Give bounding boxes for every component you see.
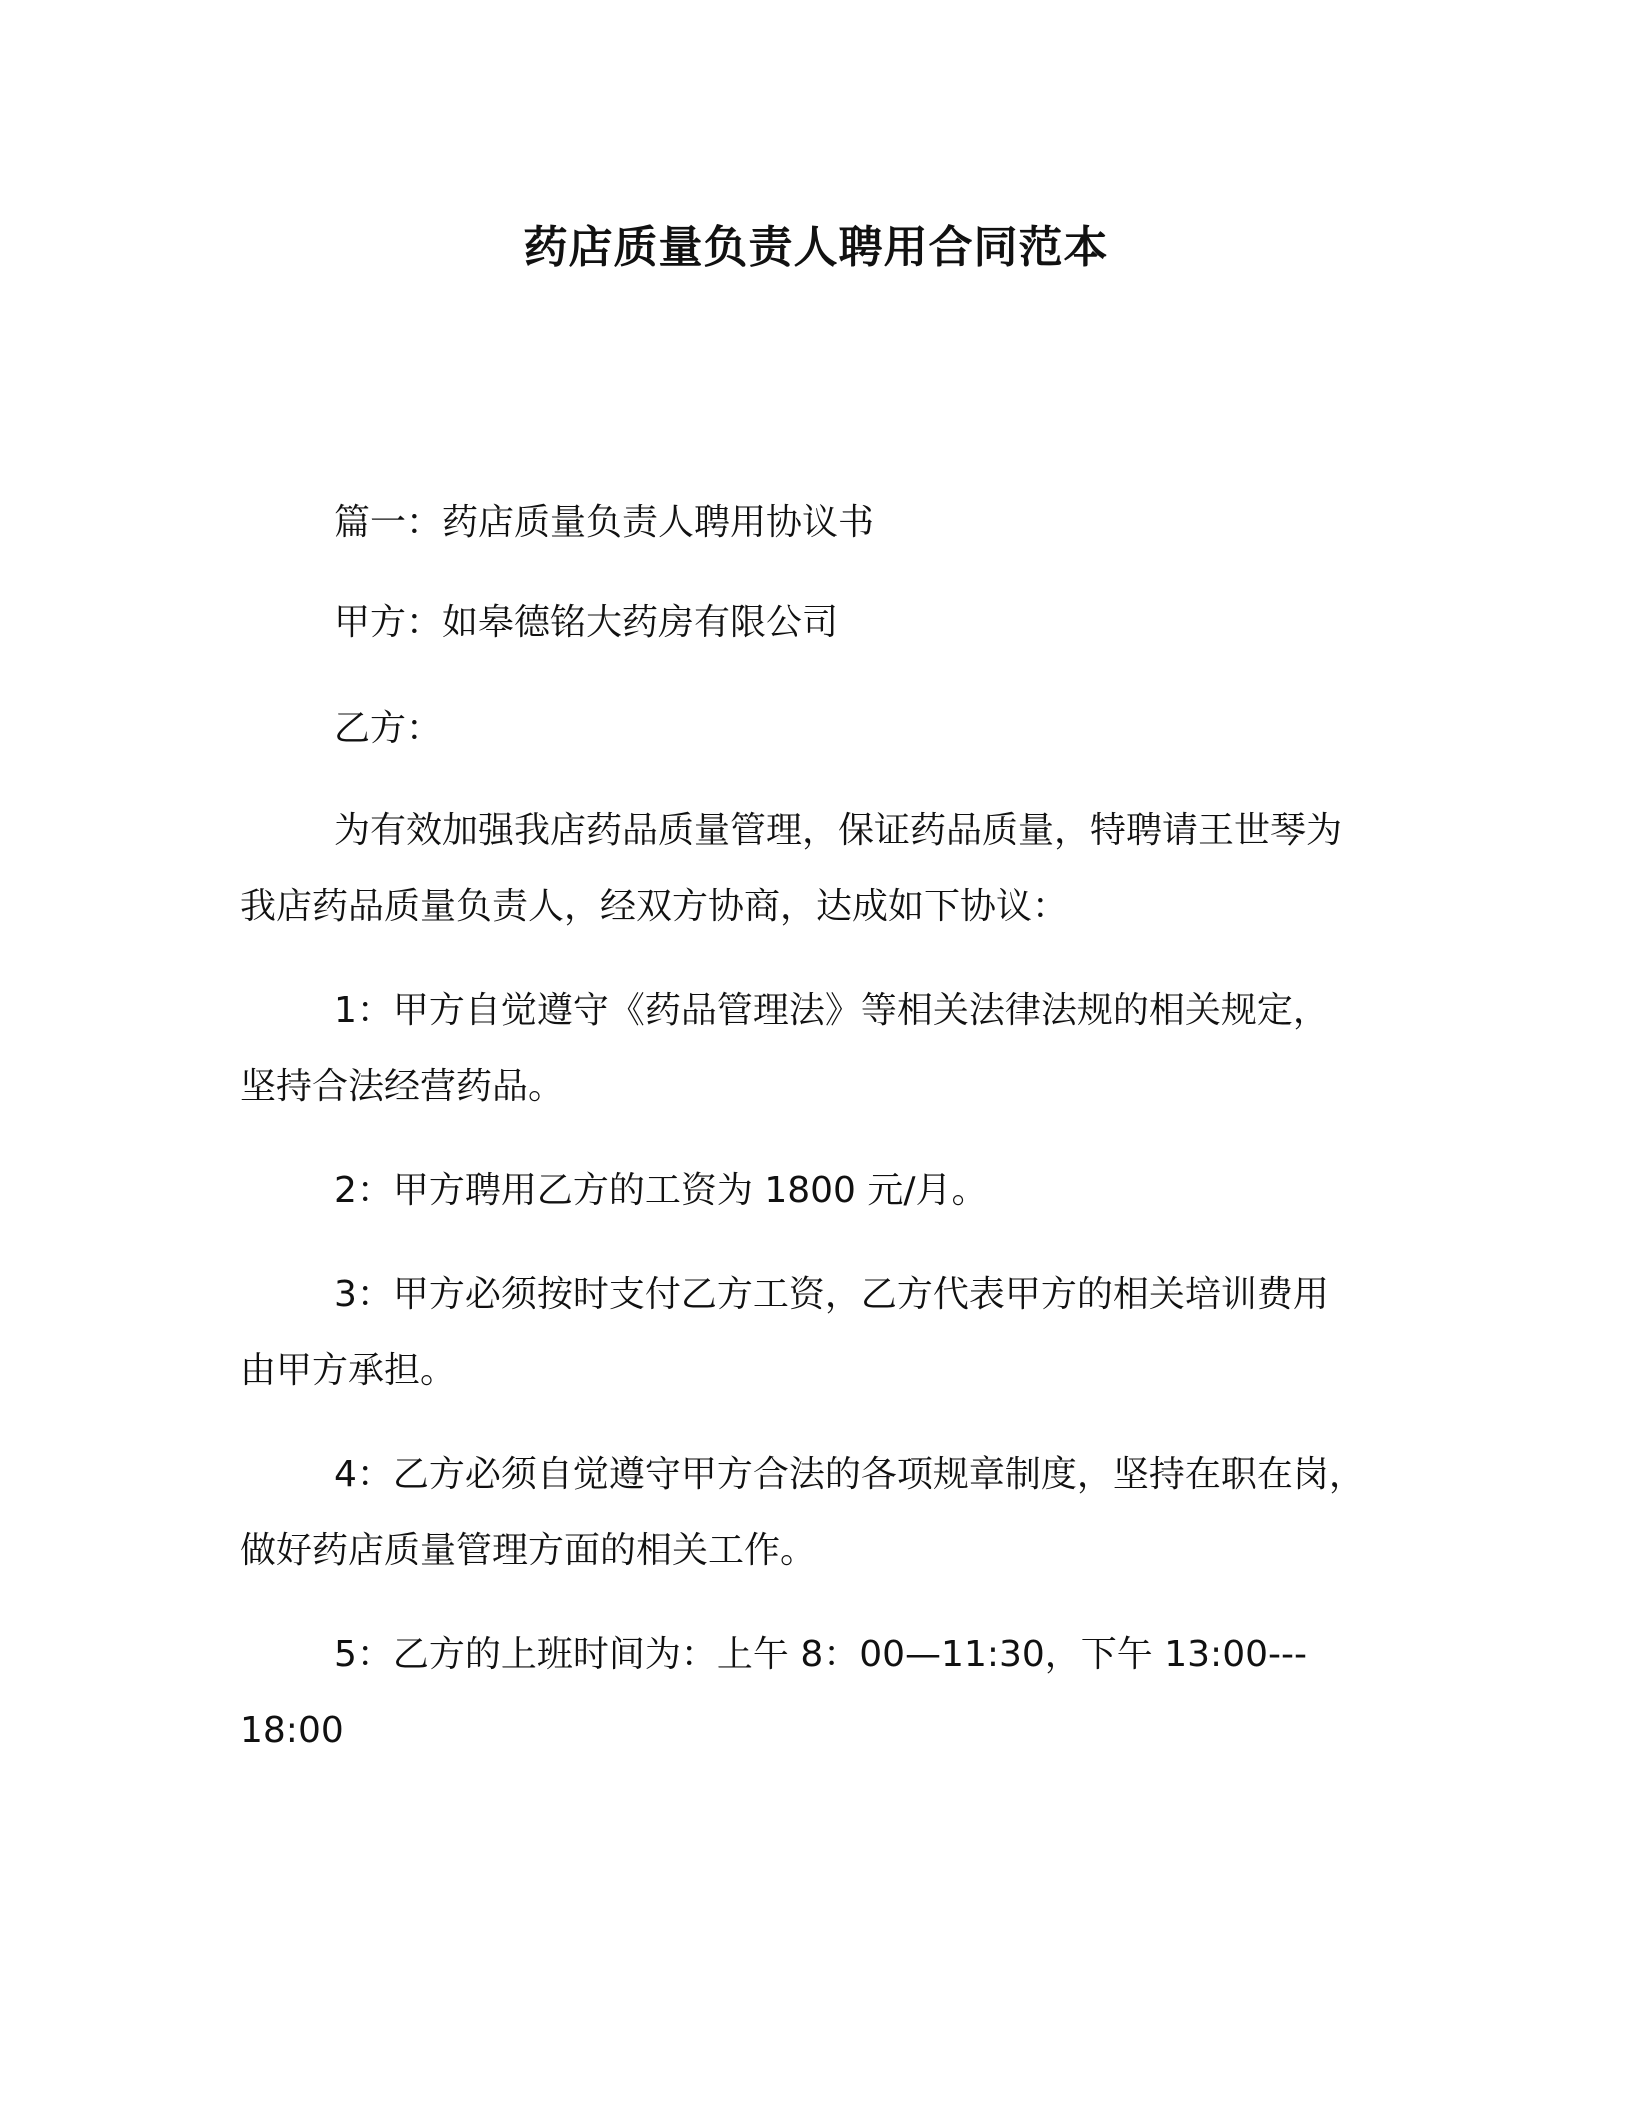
party-a-line: 甲方：如皋德铭大药房有限公司 xyxy=(334,602,839,643)
clause-3-line-2: 由甲方承担。 xyxy=(240,1350,457,1391)
clause-4-line-2: 做好药店质量管理方面的相关工作。 xyxy=(240,1530,817,1571)
clause-5-line-1: 5：乙方的上班时间为：上午 8：00—11:30，下午 13:00--- xyxy=(334,1634,1307,1675)
intro-paragraph-line-2: 我店药品质量负责人，经双方协商，达成如下协议： xyxy=(240,886,1069,927)
clause-3-line-1: 3：甲方必须按时支付乙方工资，乙方代表甲方的相关培训费用 xyxy=(334,1274,1329,1315)
clause-5-line-2: 18:00 xyxy=(240,1710,344,1751)
document-title: 药店质量负责人聘用合同范本 xyxy=(523,222,1109,273)
intro-paragraph-line-1: 为有效加强我店药品质量管理，保证药品质量，特聘请王世琴为 xyxy=(334,810,1343,851)
clause-2-line-1: 2：甲方聘用乙方的工资为 1800 元/月。 xyxy=(334,1170,988,1211)
clause-1-line-2: 坚持合法经营药品。 xyxy=(240,1066,565,1107)
clause-4-line-1: 4：乙方必须自觉遵守甲方合法的各项规章制度，坚持在职在岗， xyxy=(334,1454,1365,1495)
clause-1-line-1: 1：甲方自觉遵守《药品管理法》等相关法律法规的相关规定， xyxy=(334,990,1329,1031)
party-b-line: 乙方： xyxy=(334,708,443,749)
section-heading: 篇一：药店质量负责人聘用协议书 xyxy=(334,502,875,543)
